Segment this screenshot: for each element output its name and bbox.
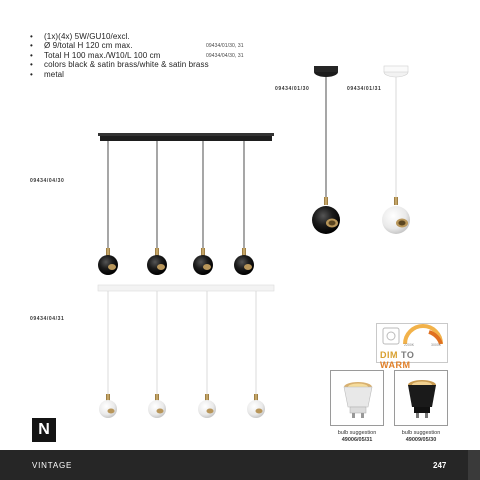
scale-low-label: 2200K [404, 343, 415, 347]
spec-text: colors black & satin brass/white & satin brass [44, 60, 209, 70]
to-word: TO [401, 350, 415, 360]
spec-text: metal [44, 69, 65, 79]
scale-high-label: 3000K [431, 343, 442, 347]
spec-text: (1x)(4x) 5W/GU10/excl. [44, 32, 130, 41]
spec-text: Total H 100 max./W10/L 100 cm [44, 50, 161, 60]
page-number: 247 [433, 461, 447, 470]
shade-2 [148, 291, 166, 418]
spec-ref: 09434/01/30, 31 [206, 43, 244, 50]
collection-title: VINTAGE [32, 461, 73, 470]
dim-to-warm-label [380, 350, 447, 370]
spec-text: Ø 9/total H 120 cm max. [44, 41, 133, 51]
product-code-bar-white: 09434/04/31 [30, 316, 65, 322]
shade-4 [234, 141, 254, 275]
bulb-caption-2 [391, 430, 451, 444]
product-code-bar-black: 09434/04/30 [30, 178, 65, 184]
shade-3 [198, 291, 216, 418]
product-code-pendant-white: 09434/01/31 [347, 86, 382, 92]
dim-word: DIM [380, 350, 398, 360]
gu10-bulb-white-icon [331, 371, 385, 427]
shade-2 [147, 141, 167, 275]
bulb-caption-label: bulb suggestion [337, 430, 377, 436]
bulb-caption-number: 49009/05/30 [405, 437, 437, 443]
bulb-caption-1 [327, 430, 387, 444]
dim-to-warm-badge [376, 323, 448, 370]
gu10-bulb-black-icon [395, 371, 449, 427]
bar-pendant-black [98, 133, 274, 275]
bulb-caption-label: bulb suggestion [401, 430, 441, 436]
spec-ref: 09434/04/30, 31 [206, 52, 244, 59]
shade-3 [193, 141, 213, 275]
single-pendant-white [382, 66, 410, 234]
bulb-suggestion-black-image [394, 370, 448, 426]
bar-pendant-white [98, 285, 274, 418]
warm-word: WARM [380, 360, 411, 370]
single-pendant-black [312, 66, 340, 234]
bulb-suggestion-white-image [330, 370, 384, 426]
shade-1 [98, 141, 118, 275]
shade-1 [99, 291, 117, 418]
shade-4 [247, 291, 265, 418]
page-footer [0, 450, 480, 480]
bulb-caption-number: 49006/05/31 [341, 437, 373, 443]
product-code-pendant-black: 09434/01/30 [275, 86, 310, 92]
footer-accent [468, 450, 480, 480]
new-product-badge: N [32, 418, 56, 442]
